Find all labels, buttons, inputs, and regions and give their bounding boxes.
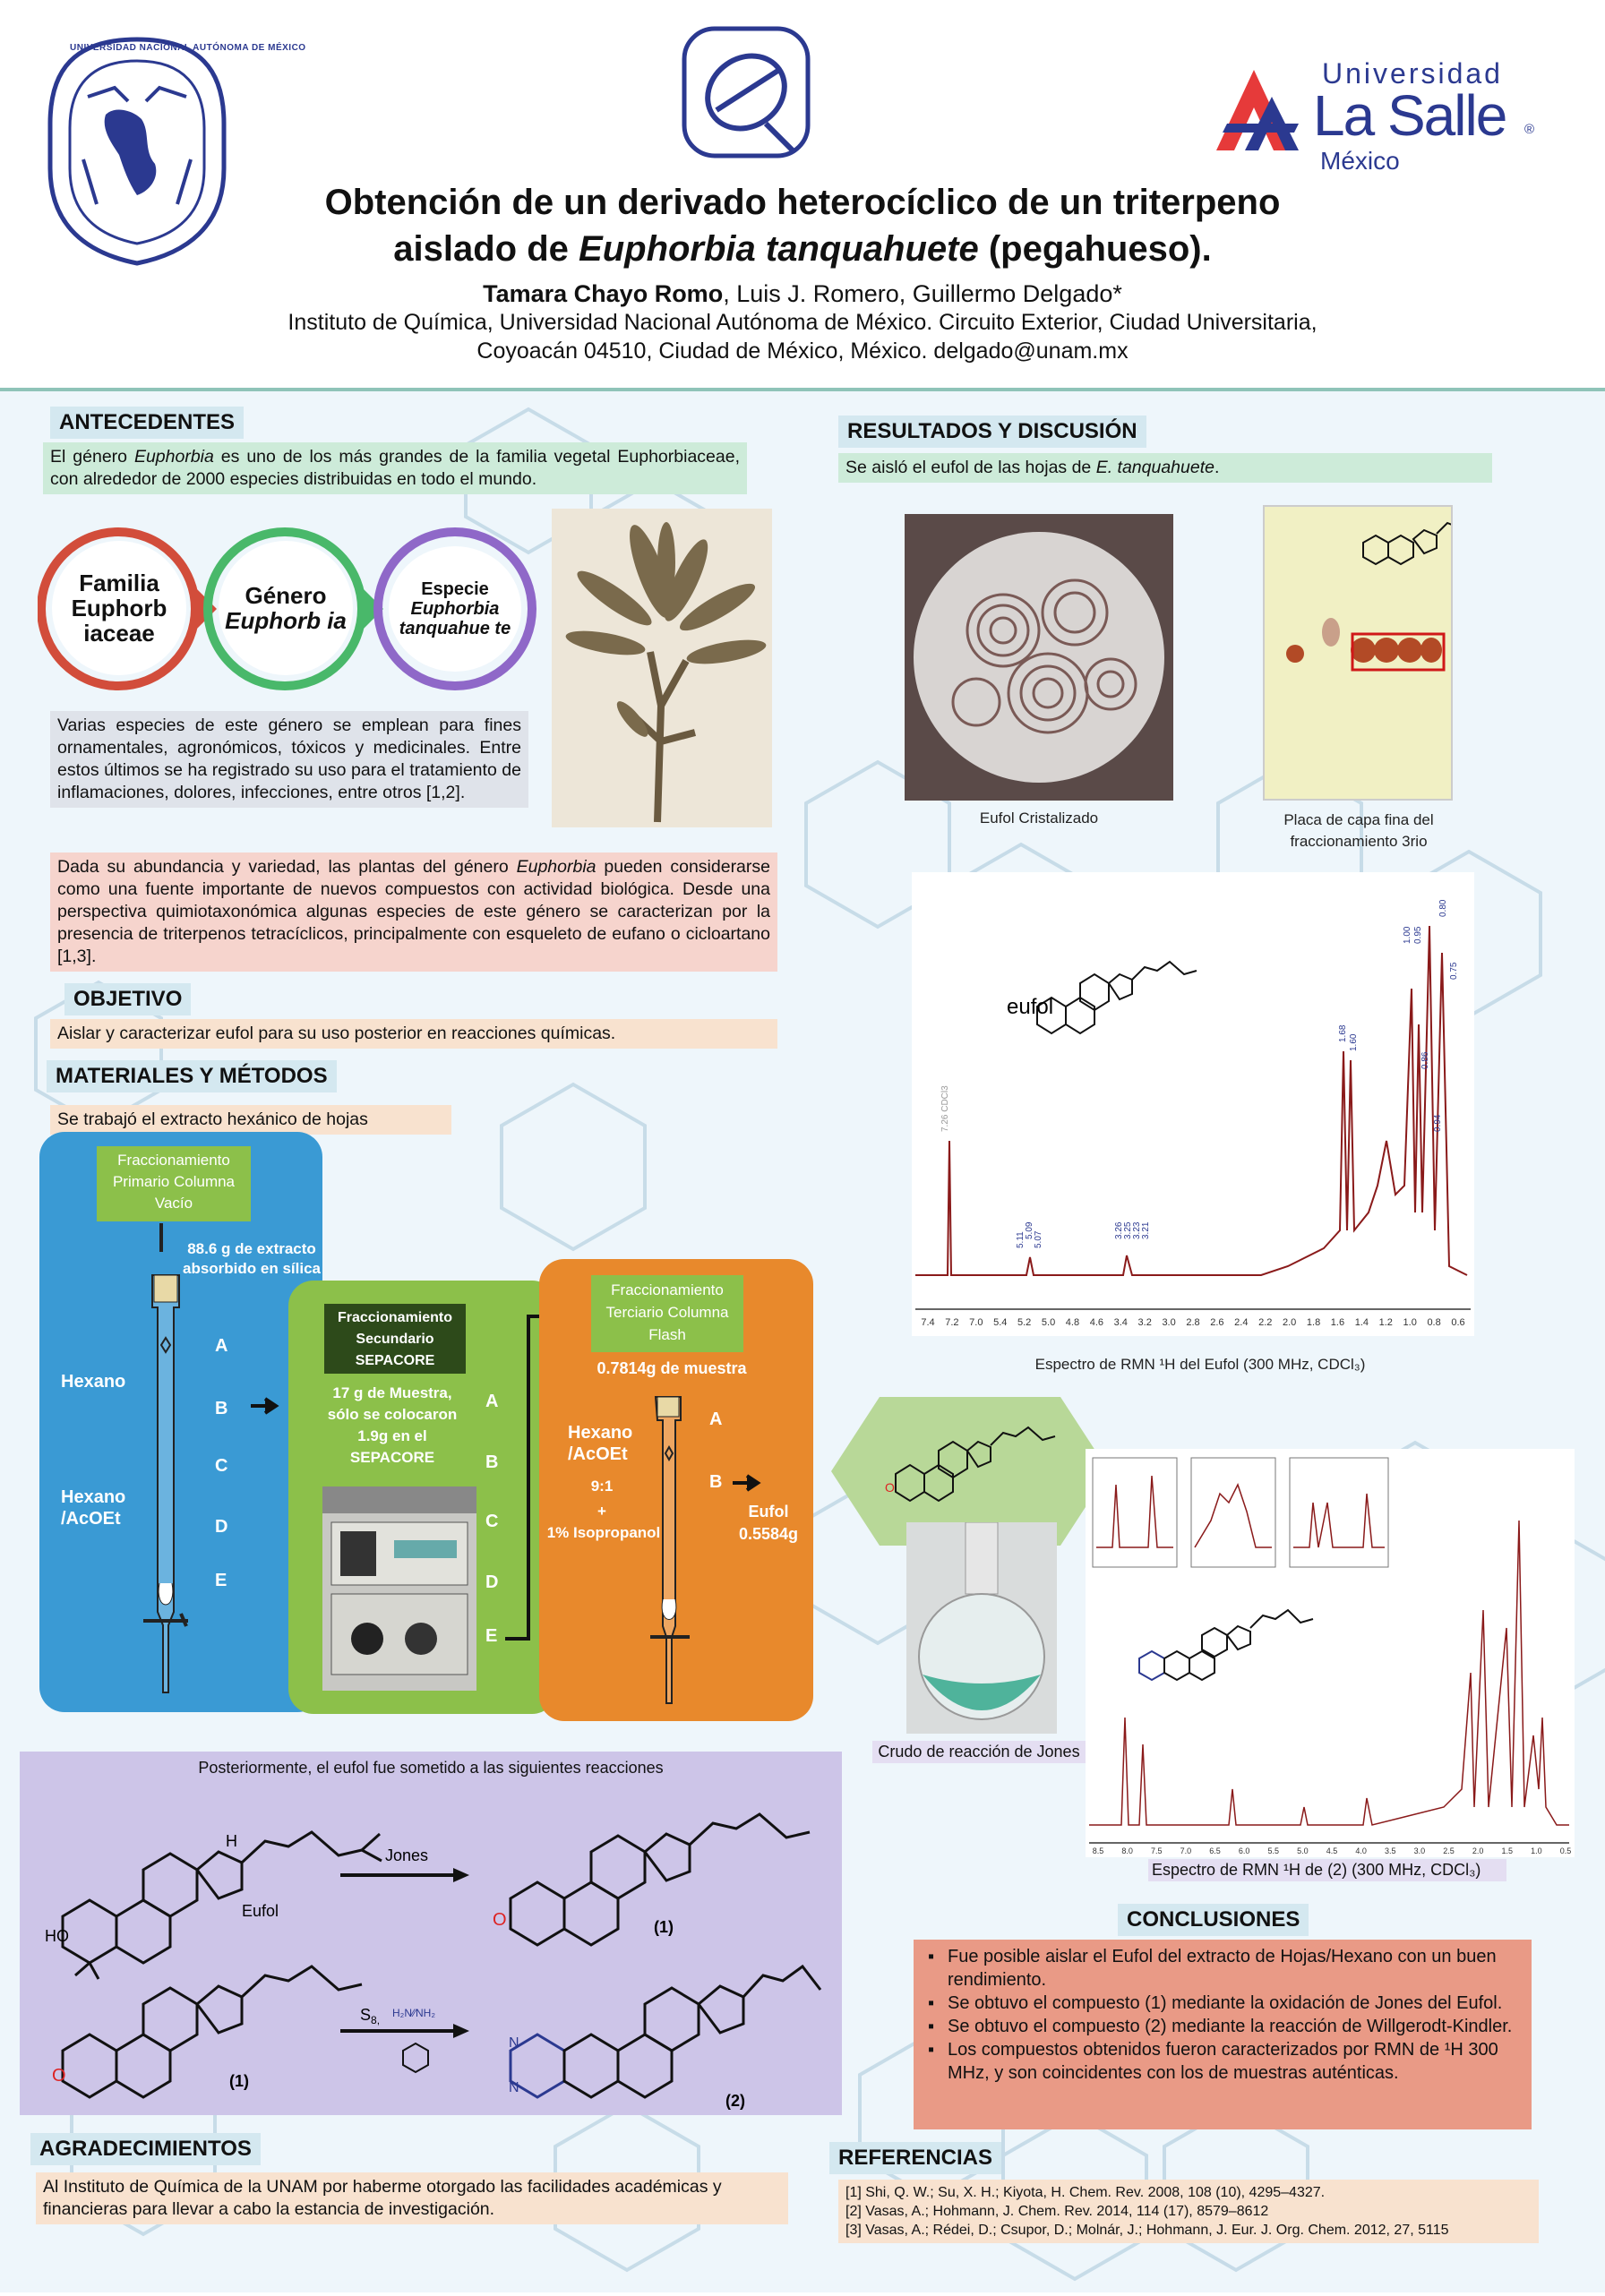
nmr-tick-label: 3.4 [1113, 1317, 1128, 1328]
quimica-logo-icon [681, 25, 815, 164]
title-line2-a: aislado de [393, 229, 579, 269]
tertiary-title: Fraccionamiento Terciario Columna Flash [591, 1275, 743, 1352]
tertiary-fraction-a: A [709, 1409, 723, 1429]
flash-column-icon [638, 1393, 700, 1707]
agradecimientos-text: Al Instituto de Química de la UNAM por haberme otorgado las facilidades académicas y financieras para llevar a cabo la estancia de investigación. [36, 2172, 788, 2224]
nmr2-inset-trace-1 [1096, 1476, 1173, 1547]
product1-label: (1) [654, 1918, 674, 1936]
secondary-fraction-c: C [485, 1512, 499, 1531]
hex-o-label: O [885, 1480, 895, 1495]
crystals-caption: Eufol Cristalizado [979, 810, 1099, 827]
conclusion-item: ▪ Se obtuvo el compuesto (2) mediante la reacción de Willgerodt-Kindler. [923, 2015, 1523, 2038]
nmr1-peak-321: 3.21 [1141, 1221, 1151, 1239]
sepacore-equipment-photo [322, 1486, 476, 1691]
nmr1-eufol-label: eufol [1007, 995, 1054, 1019]
nmr2-trace [1089, 1521, 1569, 1825]
affiliation-line2: Coyoacán 04510, Ciudad de México, México. delgado@unam.mx [476, 338, 1129, 364]
reagent-diamine: H₂N⁄⁄NH₂ [392, 2007, 435, 2019]
primary-fraction-e: E [215, 1571, 227, 1590]
nmr1-peak-511: 5.11 [1016, 1231, 1026, 1248]
tlc-plate-icon [1265, 507, 1453, 801]
arrowhead-1-icon [453, 1868, 469, 1882]
primary-fraction-d: D [215, 1517, 228, 1537]
resultados-intro-b: . [1214, 458, 1220, 477]
conclusion-item: ▪ Fue posible aislar el Eufol del extracto de Hojas/Hexano con un buen rendimiento. [923, 1945, 1523, 1992]
nmr1-peak-094: 0.94 [1433, 1114, 1443, 1132]
nmr-tick-label: 5.2 [1017, 1317, 1032, 1328]
registered-icon: ® [1524, 122, 1535, 137]
resultados-heading: RESULTADOS Y DISCUSIÓN [838, 416, 1146, 448]
tertiary-plus: + [597, 1503, 606, 1520]
arrow-right-icon [731, 1472, 767, 1494]
nmr1-peak-326: 3.26 [1114, 1221, 1124, 1239]
nmr-tick-label: 2.6 [1210, 1317, 1224, 1328]
nmr-tick-label: 1.2 [1378, 1317, 1393, 1328]
authors-block [161, 279, 1444, 365]
secondary-amount: 17 g de Muestra, sólo se colocaron 1.9g en el SEPACORE [327, 1384, 458, 1466]
euphorbia-plant-icon [552, 509, 772, 827]
species-name: Euphorbia tanquahue te [399, 599, 511, 638]
nmr-tick-label: 2.2 [1258, 1317, 1273, 1328]
h-label: H [226, 1832, 237, 1850]
title-line2-b: (pegahueso). [978, 229, 1212, 269]
nmr-tick-label: 3.2 [1137, 1317, 1152, 1328]
morpholine-icon [403, 2043, 428, 2072]
intro-a: El género [50, 447, 134, 467]
n-label-1: N [509, 2035, 519, 2051]
nmr-tick-label: 7.0 [969, 1317, 983, 1328]
nmr-tick-label: 7.5 [1150, 1846, 1163, 1855]
materiales-intro: Se trabajó el extracto hexánico de hojas [50, 1105, 451, 1135]
secondary-title: Fraccionamiento Secundario SEPACORE [324, 1304, 466, 1374]
nmr-tick-label: 5.0 [1041, 1317, 1056, 1328]
reagent-s8 [360, 2006, 380, 2026]
nmr-tick-label: 6.5 [1209, 1846, 1221, 1855]
nmr-tick-label: 1.0 [1531, 1846, 1542, 1855]
nmr-spectrum-1-plot [912, 872, 1474, 1336]
nmr-tick-label: 3.0 [1413, 1846, 1426, 1855]
nmr-tick-label: 4.5 [1326, 1846, 1338, 1855]
nmr-tick-label: 8.5 [1092, 1846, 1104, 1855]
arrow-right-icon [249, 1395, 285, 1417]
reagent-jones: Jones [385, 1846, 429, 1864]
nmr-tick-label: 1.0 [1403, 1317, 1417, 1328]
nmr-tick-label: 1.5 [1501, 1846, 1514, 1855]
lasalle-universidad: Universidad [1322, 57, 1503, 90]
nmr-tick-label: 3.0 [1162, 1317, 1176, 1328]
nmr-tick-label: 1.6 [1330, 1317, 1345, 1328]
eufol-structure-icon [63, 1832, 382, 1979]
unam-seal-text: UNIVERSIDAD NACIONAL AUTÓNOMA DE MÉXICO [70, 43, 306, 53]
nmr1-peak-080: 0.80 [1438, 899, 1448, 917]
crystals-icon [905, 514, 1173, 801]
o-label-2: O [52, 2066, 66, 2086]
tertiary-ratio: 9:1 [590, 1478, 614, 1495]
nmr1-trace [915, 926, 1467, 1275]
lasalle-name: La Salle [1313, 83, 1506, 148]
product2-nmr-structure-icon [1139, 1610, 1313, 1680]
authors-rest: , Luis J. Romero, Guillermo Delgado* [723, 280, 1122, 307]
tertiary-solvent: Hexano /AcOEt [568, 1423, 633, 1464]
species-label: Especie [421, 579, 489, 599]
objetivo-heading: OBJETIVO [64, 983, 191, 1015]
primary-fraction-c: C [215, 1456, 228, 1476]
reactions-caption: Posteriormente, el eufol fue sometido a las siguientes reacciones [198, 1759, 664, 1777]
antecedentes-paragraph1: Varias especies de este género se emplean para fines ornamentales, agronómicos, tóxicos y medicinales. Entre estos últimos se ha registrado su uso para el tratamiento de inflamaciones, dolores, infecciones, entre otros [1,2]. [50, 711, 528, 808]
nmr2-inset-3 [1290, 1458, 1388, 1567]
conclusiones-panel [914, 1940, 1532, 2129]
nmr-spectrum-eufol [912, 872, 1474, 1336]
product1b-label: (1) [229, 2072, 249, 2090]
nmr-tick-label: 1.8 [1306, 1317, 1321, 1328]
nmr-tick-label: 6.0 [1238, 1846, 1250, 1855]
nmr-tick-label: 2.0 [1282, 1317, 1297, 1328]
eufol-name: Eufol [242, 1902, 279, 1920]
tertiary-amount: 0.7814g de muestra [597, 1359, 747, 1377]
nmr1-peak-168: 1.68 [1338, 1024, 1348, 1042]
title-species: Euphorbia tanquahuete [579, 229, 979, 269]
antecedentes-intro [43, 442, 747, 494]
nmr2-inset-2 [1191, 1458, 1275, 1567]
nmr1-peak-086: 0.86 [1420, 1051, 1430, 1069]
product2-label: (2) [725, 2092, 745, 2110]
nmr-tick-label: 7.2 [945, 1317, 959, 1328]
n-label-2: N [509, 2080, 519, 2095]
nmr-tick-label: 1.4 [1354, 1317, 1369, 1328]
title-line2 [197, 226, 1408, 272]
nmr2-caption: Espectro de RMN ¹H de (2) (300 MHz, CDCl₃) [1148, 1859, 1506, 1881]
tertiary-product: Eufol 0.5584g [738, 1503, 799, 1543]
nmr-tick-label: 5.4 [993, 1317, 1008, 1328]
jones-caption: Crudo de reacción de Jones [872, 1741, 1086, 1763]
para2-b: pueden considerarse como una fuente importante de nuevos compuestos con actividad biológica. Desde una perspectiva quimiotaxonómica algunas especies de este género se caracterizan por la presencia de triterpenos tetracíclicos, principalmente con esqueleto de eufano o cicloartano [1,3]. [57, 857, 770, 966]
product2-structure-icon [511, 1966, 820, 2097]
lasalle-country: México [1320, 147, 1400, 175]
nmr-tick-label: 2.8 [1186, 1317, 1200, 1328]
objetivo-text: Aislar y caracterizar eufol para su uso posterior en reacciones químicas. [50, 1019, 777, 1049]
resultados-intro [838, 453, 1492, 483]
round-flask-icon [906, 1522, 1057, 1734]
poster-title [197, 179, 1408, 272]
resultados-species: E. tanquahuete [1095, 458, 1214, 477]
reaction-scheme [27, 1782, 833, 2113]
nmr2-inset-trace-3 [1293, 1494, 1385, 1547]
nmr-tick-label: 8.0 [1121, 1846, 1133, 1855]
primary-fraction-a: A [215, 1336, 228, 1356]
conclusion-item: ▪ Los compuestos obtenidos fueron caracterizados por RMN de ¹H 300 MHz, y son coincidentes con los de muestras auténticas. [923, 2038, 1523, 2085]
nmr-tick-label: 0.5 [1559, 1846, 1572, 1855]
antecedentes-paragraph2 [50, 852, 777, 972]
tlc-caption: Placa de capa fina del fraccionamiento 3rio [1283, 811, 1434, 850]
nmr2-tick-labels [1093, 1846, 1572, 1855]
resultados-intro-a: Se aisló el eufol de las hojas de [845, 458, 1096, 477]
nmr-spectrum-product2 [1086, 1449, 1575, 1857]
reference-item: [3] Vasas, A.; Rédei, D.; Csupor, D.; Molnár, J.; Hohmann, J. Eur. J. Org. Chem. 2012, 27, 5115 [845, 2223, 1449, 2238]
plant-illustration [552, 509, 772, 827]
agradecimientos-heading: AGRADECIMIENTOS [30, 2133, 261, 2165]
taxonomy-family: Familia Euphorb iaceae [52, 541, 186, 675]
authors-line [161, 279, 1444, 308]
secondary-fraction-b: B [485, 1452, 499, 1472]
referencias-heading: REFERENCIAS [829, 2142, 1001, 2174]
affiliation-line1: Instituto de Química, Universidad Nacional Autónoma de México. Circuito Exterior, Ciudad Universitaria, [288, 310, 1317, 335]
tlc-plate-photo [1263, 505, 1453, 801]
nmr-tick-label: 3.5 [1384, 1846, 1396, 1855]
nmr1-caption: Espectro de RMN ¹H del Eufol (300 MHz, CDCl₃) [1034, 1356, 1366, 1373]
nmr-tick-label: 7.4 [921, 1317, 935, 1328]
product1b-structure-icon [63, 1966, 362, 2097]
secondary-fraction-d: D [485, 1572, 499, 1592]
conclusion-item: ▪ Se obtuvo el compuesto (1) mediante la oxidación de Jones del Eufol. [923, 1992, 1523, 2015]
genus-name: Euphorb ia [225, 607, 347, 634]
materiales-heading: MATERIALES Y MÉTODOS [47, 1060, 337, 1092]
nmr-tick-label: 2.0 [1472, 1846, 1484, 1855]
nmr-tick-label: 0.6 [1451, 1317, 1465, 1328]
primary-connector [159, 1223, 163, 1252]
title-line1: Obtención de un derivado heterocíclico de un triterpeno [324, 183, 1281, 222]
nmr1-peak-323: 3.23 [1132, 1221, 1142, 1239]
conclusiones-list [923, 1945, 1523, 2085]
primary-solvent-hexano: Hexano [61, 1372, 126, 1392]
nmr1-peak-075: 0.75 [1449, 962, 1459, 980]
nmr2-inset-1 [1093, 1458, 1177, 1567]
secondary-fraction-a: A [485, 1392, 499, 1411]
poster-header [0, 0, 1605, 388]
referencias-list [838, 2180, 1539, 2243]
nmr1-peak-cdcl3: 7.26 CDCl3 [940, 1085, 950, 1132]
nmr-tick-label: 4.0 [1355, 1846, 1367, 1855]
nmr-tick-label: 4.6 [1089, 1317, 1104, 1328]
para2-a: Dada su abundancia y variedad, las plantas del género [57, 857, 517, 877]
primary-amount: 88.6 g de extracto absorbido en sílica [183, 1240, 321, 1277]
nmr2-inset-trace-2 [1195, 1485, 1272, 1547]
o-label-1: O [493, 1910, 507, 1930]
lasalle-logo-icon [1209, 61, 1308, 159]
eufol-crystals-photo [905, 514, 1173, 801]
reference-item: [2] Vasas, A.; Hohmann, J. Chem. Rev. 2014, 114 (17), 8579–8612 [845, 2204, 1269, 2219]
intro-genus: Euphorbia [133, 447, 214, 467]
primary-title: Fraccionamiento Primario Columna Vacío [97, 1146, 251, 1221]
genus-label: Género [245, 582, 327, 609]
nmr1-peak-100: 1.00 [1403, 926, 1412, 944]
reference-item: [1] Shi, Q. W.; Su, X. H.; Kiyota, H. Chem. Rev. 2008, 108 (10), 4295–4327. [845, 2185, 1326, 2200]
author-main: Tamara Chayo Romo [483, 280, 724, 307]
antecedentes-heading: ANTECEDENTES [50, 407, 244, 439]
nmr-tick-label: 5.5 [1267, 1846, 1280, 1855]
nmr-tick-label: 2.4 [1234, 1317, 1249, 1328]
secondary-fraction-e: E [485, 1626, 498, 1646]
glass-column-icon [134, 1272, 197, 1701]
nmr1-peak-095: 0.95 [1413, 926, 1423, 944]
sepacore-equipment-icon [322, 1486, 476, 1691]
tertiary-additive: 1% Isopropanol [546, 1524, 661, 1541]
tertiary-fraction-b: B [709, 1472, 723, 1492]
nmr-tick-label: 5.0 [1297, 1846, 1309, 1855]
nmr1-peak-160: 1.60 [1349, 1033, 1359, 1051]
nmr-tick-label: 2.5 [1443, 1846, 1455, 1855]
reagent-s8-symbol: S [360, 2006, 372, 2024]
reagent-s8-sub: 8, [371, 2014, 381, 2026]
nmr1-peak-325: 3.25 [1123, 1221, 1133, 1239]
nmr1-tick-labels [921, 1317, 1464, 1328]
nmr-tick-label: 0.8 [1427, 1317, 1441, 1328]
primary-solvent-hexano-acoet: Hexano /AcOEt [61, 1487, 126, 1529]
nmr-spectrum-2-plot [1086, 1449, 1575, 1857]
nmr1-peak-507: 5.07 [1034, 1230, 1043, 1248]
nmr-tick-label: 4.8 [1065, 1317, 1080, 1328]
taxonomy-species [389, 546, 521, 672]
nmr1-peak-509: 5.09 [1025, 1221, 1034, 1239]
jones-crude-photo [906, 1522, 1057, 1734]
taxonomy-genus [219, 541, 353, 675]
conclusiones-heading: CONCLUSIONES [1118, 1904, 1309, 1936]
arrowhead-2-icon [453, 2024, 469, 2038]
ho-label: HO [45, 1927, 69, 1945]
intro-b: es uno de los más grandes de la familia vegetal Euphorbiaceae, con alrededor de 2000 especies distribuidas en todo el mundo. [50, 447, 740, 489]
nmr-tick-label: 7.0 [1180, 1846, 1192, 1855]
nmr1-peak-labels [940, 899, 1459, 1248]
para2-genus: Euphorbia [516, 857, 597, 877]
primary-fraction-b: B [215, 1399, 228, 1418]
